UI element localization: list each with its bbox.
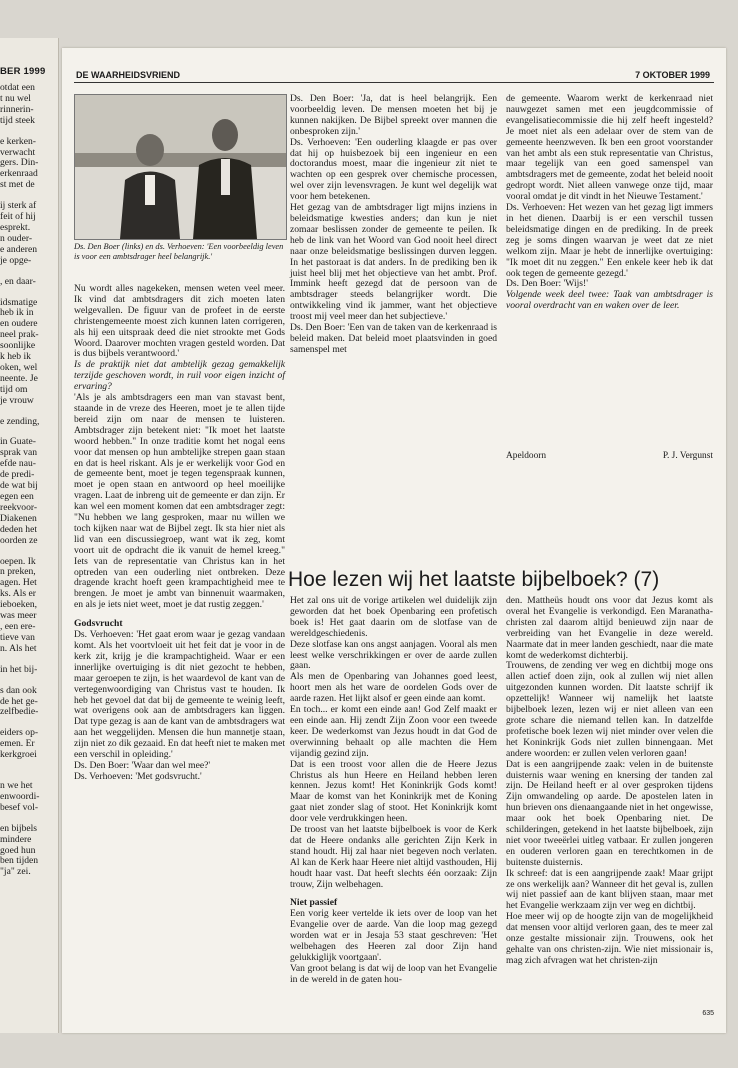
paragraph: Een vorig keer vertelde ik iets over de loop van het Evangelie over de aarde. Van die loop mag gezegd worden wat er in Jesaja 53 staat geschreven: 'Het welbehagen des Heeren zal door Zijn hand gelukkiglijk voortgaan'. bbox=[290, 908, 497, 963]
previous-page-line: enwoordi- bbox=[0, 790, 40, 802]
publication-name: DE WAARHEIDSVRIEND bbox=[76, 70, 181, 80]
paragraph: Ds. Den Boer: 'Een van de taken van de kerkenraad is beleid maken. Dat beleid moet plaatsvinden in goed samenspel met bbox=[290, 322, 497, 355]
previous-page-line: n preken, bbox=[0, 566, 36, 578]
paragraph: Volgende week deel twee: Taak van ambtsdrager is vooral overdracht van en waken over de leer. bbox=[506, 289, 713, 312]
page-sheet bbox=[62, 48, 726, 1033]
paragraph: Dat is een troost voor allen die de Heere Jezus Christus als hun Heere en Heiland hebben leren kennen. Jezus komt! Het Koninkrijk Gods komt! Maar de komst van het Koninkrijk met de Koning gaat niet zonder slag of stoot. Het Koninkrijk komt door vele verdrukkingen heen. bbox=[290, 758, 497, 825]
signature-author: P. J. Vergunst bbox=[662, 451, 713, 461]
previous-page-lines bbox=[0, 83, 58, 878]
previous-page-line: tijd om bbox=[0, 383, 28, 395]
paragraph: Hoe meer wij op de hoogte zijn van de mogelijkheid dat mensen voor altijd verloren gaan, des te meer zal onze gestalte missionair zijn. Trouwens, ook het gehalte van ons christen-zijn. Wie niet missionair is, mag zich afvragen wat het christen-zijn bbox=[506, 911, 713, 966]
previous-page-line: k heb ik bbox=[0, 351, 31, 363]
previous-page-line: in het bij- bbox=[0, 663, 38, 675]
previous-page-line bbox=[0, 761, 58, 771]
paragraph: de gemeente. Waarom werkt de kerkenraad niet nauwgezet samen met een jeugdcommissie of evangelisatiecommissie die hij zelf heeft ingesteld? Je moet niet als een adelaar over de stem van de gemeente heenzweven. Ik ben een groot voorstander van het ambt als een stuk representatie van Christus, maar tegelijk van een goed samenspel van ambtsdragers met de gemeente, zodat het beleid nooit gedropt wordt. Niet alleen vanwege onze tijd, maar vooral omdat je dit vindt in het Nieuwe Testament.' bbox=[506, 93, 713, 203]
paragraph: Het zal ons uit de vorige artikelen wel duidelijk zijn geworden dat het boek Openbaring een profetisch boek is! Het gaat daarin om de slotfase van de wereldgeschiedenis. bbox=[290, 595, 497, 639]
previous-page-line: oepen. Ik bbox=[0, 555, 36, 567]
paragraph: Ik schreef: dat is een aangrijpende zaak! Maar grijpt ze ons werkelijk aan? Wanneer dit het geval is, zullen wij niet passief aan de kant blijven staan, maar met het Evangelie werkzaam zijn ver weg en dichtbij. bbox=[506, 867, 713, 912]
paragraph: Deze slotfase kan ons angst aanjagen. Vooral als men leest welke verschrikkingen er over de aarde zullen gaan. bbox=[290, 638, 497, 672]
previous-page-line: e kerken- bbox=[0, 135, 36, 147]
previous-page-line: agen. Het bbox=[0, 577, 37, 589]
paragraph: Ds. Verhoeven: Het wezen van het gezag ligt immers in het dienen. Daarbij is er een verschil tussen beleidsmatige dingen en de prediking. In de preek zeg je soms dingen waarvan je weet dat ze niet welkom zijn. Maar je hebt de innerlijke overtuiging: "Ik moet dit nu zeggen." Een enkele keer heb ik dat ook tegen de gemeente gezegd.' bbox=[506, 202, 713, 279]
previous-page-line: efde nau- bbox=[0, 458, 36, 470]
previous-page-line: ben tijden bbox=[0, 855, 39, 867]
article-column-1 bbox=[74, 284, 285, 783]
previous-page-line: was meer bbox=[0, 610, 37, 622]
photo-caption: Ds. Den Boer (links) en ds. Verhoeven: 'Een voorbeeldig leven is voor een ambtsdrager heel belangrijk.' bbox=[74, 242, 284, 261]
previous-page-line: en oudere bbox=[0, 318, 38, 330]
previous-page-line: mindere bbox=[0, 833, 32, 845]
previous-page-line: tieve van bbox=[0, 631, 35, 643]
previous-page-line: emen. Er bbox=[0, 738, 35, 750]
previous-page-line: ieboeken, bbox=[0, 599, 38, 611]
previous-page-line: zelfbedie- bbox=[0, 706, 39, 718]
previous-page-line: n ouder- bbox=[0, 232, 33, 244]
previous-page-line: en bijbels bbox=[0, 822, 38, 834]
previous-page-line: t nu wel bbox=[0, 92, 31, 104]
paragraph: Als men de Openbaring van Johannes goed leest, hoort men als het ware de oordelen Gods over de aarde razen. Het lijkt alsof er geen einde aan komt. bbox=[290, 671, 497, 705]
previous-page-line: in Guate- bbox=[0, 436, 36, 448]
running-header bbox=[74, 68, 714, 83]
paragraph: Het gezag van de ambtsdrager ligt mijns inziens in beleidsmatige kwesties anders; dan kun je niet zomaar beslissen zonder de gemeente te peilen. Ik heb de link van het Woord van God nooit heel direct naar onze beleidsmatige beslissingen durven leggen. In het pastoraat is dat anders. In de prediking ben ik juist heel blij met het objectieve van het ambt. Prof. Immink heeft gezegd dat de persoon van de ambtsdrager steeds belangrijker wordt. Die ontwikkeling vind ik jammer, want het objectieve troost mij veel meer dan het subjectieve.' bbox=[290, 202, 497, 323]
paragraph: Ds. Den Boer: 'Waar dan wel mee?' bbox=[74, 759, 211, 771]
subheading: Godsvrucht bbox=[74, 618, 123, 630]
previous-page-line: st met de bbox=[0, 179, 35, 191]
previous-page-line: egen een bbox=[0, 491, 34, 502]
interview-photo bbox=[74, 94, 287, 240]
previous-page-line: idsmatige bbox=[0, 296, 38, 308]
previous-page-line: je opge- bbox=[0, 254, 32, 266]
previous-page-line: "ja" zei. bbox=[0, 866, 31, 878]
previous-page-line: de predi- bbox=[0, 469, 35, 481]
previous-page-line: oorden ze bbox=[0, 534, 38, 546]
previous-page-line: , een ere- bbox=[0, 620, 36, 632]
previous-page-line bbox=[0, 288, 58, 298]
previous-page-line: de het ge- bbox=[0, 695, 38, 707]
previous-page-line: Diakenen bbox=[0, 512, 37, 524]
previous-page-line: eiders op- bbox=[0, 727, 39, 739]
signature-place: Apeldoorn bbox=[506, 451, 547, 461]
previous-page-line: je vrouw bbox=[0, 394, 34, 406]
previous-page-line: soonlijke bbox=[0, 340, 36, 352]
previous-page-line: feit of hij bbox=[0, 211, 36, 223]
paragraph: Trouwens, de zending ver weg en dichtbij moge ons allen actief doen zijn, ook al zullen wij niet allen uitgezonden kunnen worden. Dit laatste schrijf ik opzettelijk! Wanneer wij namelijk het laatste bijbelboek lezen, lezen wij er niet alleen van een grote schare die niemand tellen kan. In datzelfde profetische boek lezen wij niet minder over velen die het Koninkrijk Gods niet zullen binnengaan. Met andere woorden: er zullen velen verloren gaan! bbox=[506, 660, 713, 759]
previous-page-edge bbox=[0, 38, 58, 1033]
paragraph: Nu wordt alles nagekeken, mensen weten veel meer. Ik vind dat ambtsdragers dit zich moeten laten welgevallen. De figuur van de profeet in de eerste christengemeente moest zich kunnen laten corrigeren, als hij een uitspraak deed die niet strookte met Gods Woord. Daarover mochten vragen gesteld worden. Dat is dus bijbels verantwoord.' bbox=[74, 283, 285, 360]
previous-page-line: sprak van bbox=[0, 447, 38, 459]
previous-page-line: rinnerin- bbox=[0, 103, 34, 115]
article-2-title: Hoe lezen wij het laatste bijbelboek? (7) bbox=[288, 568, 660, 591]
previous-page-line: tijd steek bbox=[0, 114, 35, 126]
previous-page-line: verwacht bbox=[0, 146, 36, 158]
previous-page-line: erkenraad bbox=[0, 168, 38, 180]
paragraph: Ds. Den Boer: 'Ja, dat is heel belangrijk. Een voorbeeldig leven. De mensen moeten het bij je kunnen nakijken. De Bijbel spreekt over mannen die onbesproken zijn.' bbox=[290, 93, 497, 137]
previous-page-line: gers. Din- bbox=[0, 157, 39, 169]
previous-page-line: neente. Je bbox=[0, 372, 38, 384]
previous-page-line: e anderen bbox=[0, 243, 38, 255]
article-column-3 bbox=[506, 94, 713, 312]
previous-page-line: kerkgroei bbox=[0, 749, 37, 761]
previous-page-line: s dan ook bbox=[0, 684, 37, 696]
previous-page-line: n we het bbox=[0, 780, 33, 792]
paragraph: Dat is een aangrijpende zaak: velen in de buitenste duisternis waar wening en knersing der tanden zal zijn. De Heiland heeft er al over gesproken tijdens Zijn omwandeling op aarde. De apostelen laten in hun brieven ons dienaangaande niet in het ongewisse, maar ook het boek Openbaring niet. De schilderingen, getekend in het laatste bijbelboek, zijn niet voor tweeërlei uitleg vatbaar. Er zullen jongeren en ouderen verloren gaan en terechtkomen in de buitenste duisternis. bbox=[506, 758, 713, 868]
paragraph: Ds. Verhoeven: 'Een ouderling klaagde er pas over dat hij op huisbezoek bij een ingenieur en een doctorandus moest, maar die ingenieur zit niet te wachten op een gesprek over chemische processen, wel over zijn levensvragen. Je kunt wel degelijk wat voor hem betekenen. bbox=[290, 136, 497, 203]
previous-page-line: e zending, bbox=[0, 415, 40, 427]
previous-page-line: heb ik in bbox=[0, 307, 34, 319]
photo-illustration bbox=[75, 95, 286, 239]
paragraph: Ds. Verhoeven: 'Het gaat erom waar je gezag vandaan komt. Als het voortvloeit uit het feit dat je voor in de kerk zit, krijg je die krampachtigheid. Waar er een innerlijke overtuiging is dit niet gezocht te hebben, maar geroepen te zijn, is het waardevol de kant van de vertegenwoordiging van Christus vast te houden. Ik heb het gevoel dat dat bij de gemeente te weinig leeft, wat overigens ook aan de ambtsdragers kan liggen. Dat type gezag is aan de kant van de ambtsdragers wat aan het weggelijden. Mensen die hun mannetje staan, zijn niet zo dik gezaaid. En dat heeft niet te maken met een verschil in opleiding.' bbox=[74, 629, 285, 761]
paragraph: Van groot belang is dat wij de loop van het Evangelie in de wereld in de gaten hou- bbox=[290, 962, 497, 985]
previous-page-line: , en daar- bbox=[0, 275, 36, 287]
issue-date: 7 OKTOBER 1999 bbox=[635, 70, 710, 80]
previous-page-line: reekvoor- bbox=[0, 501, 38, 513]
subheading: Niet passief bbox=[290, 897, 338, 909]
previous-page-line: besef vol- bbox=[0, 801, 39, 813]
previous-page-line: goed hun bbox=[0, 844, 36, 856]
paragraph: Ds. Den Boer: 'Wijs!' bbox=[506, 278, 588, 290]
previous-page-line: de wat bij bbox=[0, 480, 38, 492]
paragraph: Ds. Verhoeven: 'Met godsvrucht.' bbox=[74, 770, 202, 782]
paragraph: Is de praktijk niet dat ambtelijk gezag gemakkelijk terzijde geschoven wordt, in ruil voor eigen inzicht of ervaring? bbox=[74, 359, 285, 393]
previous-page-header: BER 1999 bbox=[0, 66, 46, 77]
paragraph: 'Als je als ambtsdragers een man van stavast bent, staande in de vreze des Heeren, moet je te allen tijde bereid zijn om naar de mensen te luisteren. Ambtsdrager zijn betekent niet: "Ik moet het laatste woord hebben." In onze traditie komt het nogal eens voor dat mensen op hun ambtelijke strepen gaan staan en dat is heel riskant. Als je er werkelijk voor God en de gemeente bent, moet je tegen tegenspraak kunnen, moet je open staan en antwoord op heel moeilijke vragen. Laat de inbreng uit de gemeente er dan zijn. Er kan wel een moment komen dat een ambtsdrager zegt: "Nu hebben we lang gesproken, maar nu willen we toch kijken naar wat de Bijbel zegt. Ik sta hier niet als lid van een discussiegroep, want wat ik zeg, komt voort uit de opdracht die ik vanuit de hemel kreeg." Iets van de representatie van Christus kan in het optreden van een ouderling niet ontbreken. Deze dragende kracht hoeft geen krampachtigheid mee te brengen. Je moet je ambt van binnenuit waarmaken, en als je iets niet weet, moet je dat rustig zeggen.' bbox=[74, 392, 285, 611]
article-column-2 bbox=[290, 94, 497, 356]
article-2-column-2 bbox=[506, 596, 713, 967]
article-2-column-1 bbox=[290, 596, 497, 986]
paragraph: De troost van het laatste bijbelboek is voor de Kerk dat de Heere ondanks alle gerichten Zijn Kerk in stand houdt. Hij zal haar niet begeven noch verlaten. Al kan de Kerk haar Heere niet altijd vasthouden, Hij houdt haar vast. Dat heeft slechts één oorzaak: Zijn trouw, Zijn welbehagen. bbox=[290, 824, 497, 890]
previous-page-line: deden het bbox=[0, 523, 38, 535]
paragraph: En toch... er komt een einde aan! God Zelf maakt er een einde aan. Hij zendt Zijn Zoon voor een tweede keer. De wederkomst van Jezus houdt in dat God de overwinning behaalt op alle machten die Hem vijandig gezind zijn. bbox=[290, 704, 497, 759]
previous-page-line: ij sterk af bbox=[0, 200, 37, 212]
previous-page-line: otdat een bbox=[0, 82, 35, 93]
page-number: 635 bbox=[702, 1010, 714, 1017]
previous-page-line: n. Als het bbox=[0, 642, 37, 654]
previous-page-line: ks. Als er bbox=[0, 588, 36, 600]
previous-page-line: esprekt. bbox=[0, 221, 31, 233]
previous-page-line: oken, wel bbox=[0, 361, 38, 373]
paragraph: den. Mattheüs houdt ons voor dat Jezus komt als overal het Evangelie is verkondigd. Een Maranatha-christen zal daarom altijd benieuwd zijn naar de verbreiding van het Evangelie in deze wereld. Naarmate dat in meer landen geschiedt, naar die mate komt de wederkomst dichterbij. bbox=[506, 595, 713, 661]
previous-page-line: neel prak- bbox=[0, 329, 39, 341]
